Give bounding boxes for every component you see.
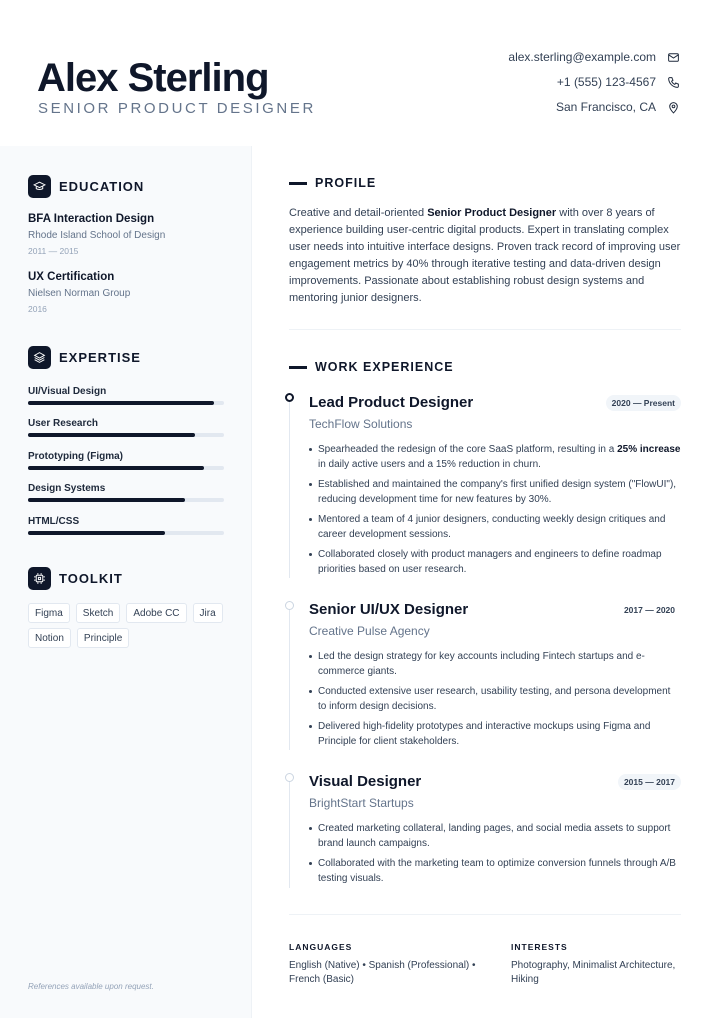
job-company: TechFlow Solutions xyxy=(309,417,413,431)
job-dates: 2020 — Present xyxy=(606,395,681,411)
skill-fill xyxy=(28,498,185,502)
skill-row xyxy=(28,385,224,405)
education-item xyxy=(28,212,238,257)
job-entry xyxy=(309,600,681,754)
job-dates: 2017 — 2020 xyxy=(623,605,675,615)
job-bullet: Led the design strategy for key accounts including Fintech startups and e-commerce giants. xyxy=(309,649,681,679)
timeline-line xyxy=(289,606,290,750)
job-bullets xyxy=(309,649,681,749)
education-years: 2011 — 2015 xyxy=(28,246,79,256)
skill-label: UI/Visual Design xyxy=(28,386,107,397)
timeline-dot xyxy=(285,393,294,402)
bullet-text-end: in daily active users and a 15% reduction in churn. xyxy=(318,459,541,470)
toolkit-list xyxy=(28,603,238,648)
contact-email[interactable] xyxy=(380,47,680,67)
heading-bar xyxy=(289,182,307,185)
heading-bar xyxy=(289,366,307,369)
tool-tag: Sketch xyxy=(76,603,121,623)
education-school: Rhode Island School of Design xyxy=(28,230,166,241)
education-degree: BFA Interaction Design xyxy=(28,213,155,225)
contact-location xyxy=(380,97,680,117)
skill-row xyxy=(28,450,224,470)
expertise-heading xyxy=(28,346,141,369)
candidate-name: Alex Sterling xyxy=(37,56,269,100)
job-entry xyxy=(309,393,681,582)
tool-tag: Principle xyxy=(77,628,129,648)
references-note: References available upon request. xyxy=(28,982,154,991)
job-bullet: Delivered high-fidelity prototypes and interactive mockups using Figma and Principle for client stakeholders. xyxy=(309,719,681,749)
sidebar xyxy=(0,146,252,1018)
education-item xyxy=(28,270,238,315)
email-text[interactable]: alex.sterling@example.com xyxy=(508,50,656,64)
job-title: Senior UI/UX Designer xyxy=(309,601,469,618)
interests-section xyxy=(511,941,681,987)
profile-summary xyxy=(289,205,681,307)
profile-heading xyxy=(289,176,376,190)
timeline-line xyxy=(289,778,290,888)
job-bullet: Mentored a team of 4 junior designers, conducting weekly design critiques and career development sessions. xyxy=(309,512,681,542)
map-pin-icon xyxy=(666,100,680,114)
skill-fill xyxy=(28,433,195,437)
phone-icon xyxy=(666,75,680,89)
timeline-dot xyxy=(285,601,294,610)
job-bullet: Established and maintained the company's first unified design system ("FlowUI"), reducing development time for new features by 30%. xyxy=(309,477,681,507)
skill-track xyxy=(28,433,224,437)
skill-label: Prototyping (Figma) xyxy=(28,451,123,462)
job-company: Creative Pulse Agency xyxy=(309,624,430,638)
toolkit-heading xyxy=(28,567,123,590)
education-heading xyxy=(28,175,144,198)
job-bullets xyxy=(309,442,681,577)
resume-header xyxy=(0,0,720,146)
tool-tag: Notion xyxy=(28,628,71,648)
education-school: Nielsen Norman Group xyxy=(28,288,131,299)
skill-label: HTML/CSS xyxy=(28,516,80,527)
timeline-line xyxy=(289,400,290,578)
job-bullets xyxy=(309,821,681,886)
skill-label: Design Systems xyxy=(28,483,106,494)
mail-icon xyxy=(666,50,680,64)
job-dates: 2015 — 2017 xyxy=(618,774,681,790)
bullet-text-bold: 25% increase xyxy=(617,444,681,455)
experience-title: WORK EXPERIENCE xyxy=(315,360,454,374)
section-divider xyxy=(289,329,681,330)
job-bullet xyxy=(309,442,681,472)
toolkit-title: TOOLKIT xyxy=(59,571,123,586)
skill-row xyxy=(28,482,224,502)
job-entry xyxy=(309,772,681,891)
skill-track xyxy=(28,498,224,502)
skill-track xyxy=(28,466,224,470)
skill-row xyxy=(28,515,224,535)
cpu-icon xyxy=(28,567,51,590)
location-text: San Francisco, CA xyxy=(555,100,656,114)
job-company: BrightStart Startups xyxy=(309,796,414,810)
contact-phone[interactable] xyxy=(380,72,680,92)
skill-track xyxy=(28,531,224,535)
phone-text[interactable]: +1 (555) 123-4567 xyxy=(556,75,656,89)
interests-title: INTERESTS xyxy=(511,942,568,952)
skill-fill xyxy=(28,531,165,535)
job-bullet: Collaborated with the marketing team to optimize conversion funnels through A/B testing visuals. xyxy=(309,856,681,886)
education-degree: UX Certification xyxy=(28,271,115,283)
job-bullet: Collaborated closely with product managers and engineers to define roadmap priorities based on user research. xyxy=(309,547,681,577)
candidate-title: SENIOR PRODUCT DESIGNER xyxy=(38,100,316,117)
education-title: EDUCATION xyxy=(59,179,145,194)
skill-fill xyxy=(28,466,204,470)
tool-tag: Jira xyxy=(193,603,223,623)
profile-text-bold: Senior Product Designer xyxy=(427,207,557,219)
languages-text: English (Native) • Spanish (Professional) • French (Basic) xyxy=(289,960,476,985)
profile-text-end: with over 8 years of experience building user-centric digital products. Expert in translating complex user needs into intuitive interface designs. Proven track record of improving user engagement metrics by 40% through iterative testing and data-driven design improvements. Passionate about establishing robust design systems and mentoring junior designers. xyxy=(289,207,681,304)
experience-heading xyxy=(289,360,454,374)
education-years: 2016 xyxy=(28,304,47,314)
job-title: Lead Product Designer xyxy=(309,394,474,411)
job-title: Visual Designer xyxy=(309,773,422,790)
languages-title: LANGUAGES xyxy=(289,942,353,952)
profile-text-start: Creative and detail-oriented xyxy=(289,207,428,219)
skill-track xyxy=(28,401,224,405)
job-bullet: Conducted extensive user research, usability testing, and persona development to inform design decisions. xyxy=(309,684,681,714)
bullet-text-start: Spearheaded the redesign of the core SaaS platform, resulting in a xyxy=(318,444,618,455)
skill-fill xyxy=(28,401,214,405)
profile-title: PROFILE xyxy=(315,176,377,190)
section-divider xyxy=(289,914,681,915)
interests-text: Photography, Minimalist Architecture, Hiking xyxy=(511,960,676,985)
tool-tag: Figma xyxy=(28,603,70,623)
tool-tag: Adobe CC xyxy=(126,603,186,623)
expertise-title: EXPERTISE xyxy=(59,350,141,365)
skill-row xyxy=(28,417,224,437)
skill-label: User Research xyxy=(28,418,99,429)
timeline-dot xyxy=(285,773,294,782)
job-bullet: Created marketing collateral, landing pages, and social media assets to support brand launch campaigns. xyxy=(309,821,681,851)
layers-icon xyxy=(28,346,51,369)
graduation-cap-icon xyxy=(28,175,51,198)
languages-section xyxy=(289,941,494,987)
